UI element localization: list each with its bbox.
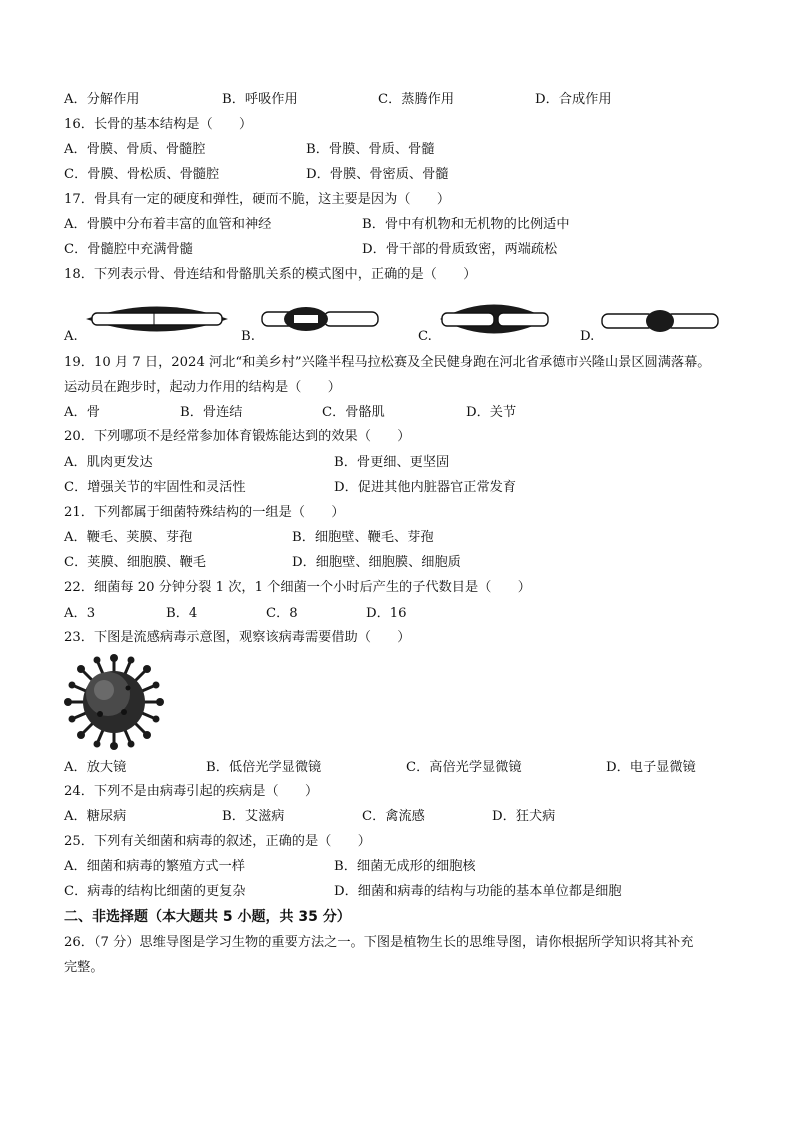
q24-option-c: C．禽流感 bbox=[362, 809, 425, 824]
q24-option-b: B．艾滋病 bbox=[222, 809, 285, 824]
q15-option-c: C．蒸腾作用 bbox=[378, 92, 455, 107]
q19-option-a: A．骨 bbox=[64, 405, 100, 420]
q22-option-b: B．4 bbox=[166, 606, 198, 621]
influenza-virus-figure bbox=[62, 652, 166, 752]
q23-option-a: A．放大镜 bbox=[64, 760, 127, 775]
q23-option-d: D．电子显微镜 bbox=[606, 760, 696, 775]
q22-option-d: D．16 bbox=[366, 606, 407, 621]
q20-option-c: C．增强关节的牢固性和灵活性 bbox=[64, 480, 246, 495]
q15-option-d: D．合成作用 bbox=[535, 92, 612, 107]
q18-figure-d bbox=[598, 302, 722, 340]
q25-option-b: B．细菌无成形的细胞核 bbox=[334, 859, 476, 874]
q17-option-a: A．骨膜中分布着丰富的血管和神经 bbox=[64, 217, 272, 232]
q26-stem-line2: 完整。 bbox=[64, 960, 104, 975]
q17-option-c: C．骨髓腔中充满骨髓 bbox=[64, 242, 193, 257]
q16-option-c: C．骨膜、骨松质、骨髓腔 bbox=[64, 167, 220, 182]
q18-label-c: C. bbox=[418, 329, 432, 344]
q16-stem: 16．长骨的基本结构是（ ） bbox=[64, 117, 253, 132]
q17-option-b: B．骨中有机物和无机物的比例适中 bbox=[362, 217, 570, 232]
q21-option-b: B．细胞壁、鞭毛、芽孢 bbox=[292, 530, 434, 545]
q19-option-c: C．骨骼肌 bbox=[322, 405, 385, 420]
q22-stem: 22．细菌每 20 分钟分裂 1 次，1 个细菌一个小时后产生的子代数目是（ ） bbox=[64, 580, 531, 595]
q18-label-b: B. bbox=[241, 329, 255, 344]
q21-option-d: D．细胞壁、细胞膜、细胞质 bbox=[292, 555, 461, 570]
q20-stem: 20．下列哪项不是经常参加体育锻炼能达到的效果（ ） bbox=[64, 429, 411, 444]
q24-stem: 24．下列不是由病毒引起的疾病是（ ） bbox=[64, 784, 319, 799]
q24-option-d: D．狂犬病 bbox=[492, 809, 556, 824]
q17-option-d: D．骨干部的骨质致密，两端疏松 bbox=[362, 242, 558, 257]
q21-stem: 21．下列都属于细菌特殊结构的一组是（ ） bbox=[64, 505, 345, 520]
q25-stem: 25．下列有关细菌和病毒的叙述，正确的是（ ） bbox=[64, 834, 371, 849]
q20-option-a: A．肌肉更发达 bbox=[64, 455, 153, 470]
q22-option-a: A．3 bbox=[64, 606, 96, 621]
q18-label-d: D. bbox=[580, 329, 595, 344]
section-2-heading: 二、非选择题（本大题共 5 小题，共 35 分） bbox=[64, 909, 351, 925]
q21-option-c: C．荚膜、细胞膜、鞭毛 bbox=[64, 555, 206, 570]
q18-stem: 18．下列表示骨、骨连结和骨骼肌关系的模式图中，正确的是（ ） bbox=[64, 267, 477, 282]
q15-option-b: B．呼吸作用 bbox=[222, 92, 298, 107]
q18-figure-a bbox=[82, 296, 232, 342]
q22-option-c: C．8 bbox=[266, 606, 298, 621]
q19-stem-line2: 运动员在跑步时，起动力作用的结构是（ ） bbox=[64, 380, 341, 395]
q25-option-a: A．细菌和病毒的繁殖方式一样 bbox=[64, 859, 245, 874]
q18-label-a: A. bbox=[64, 329, 78, 344]
q20-option-b: B．骨更细、更坚固 bbox=[334, 455, 450, 470]
q23-stem: 23．下图是流感病毒示意图，观察该病毒需要借助（ ） bbox=[64, 630, 411, 645]
q19-option-d: D．关节 bbox=[466, 405, 517, 420]
q25-option-c: C．病毒的结构比细菌的更复杂 bbox=[64, 884, 246, 899]
q21-option-a: A．鞭毛、荚膜、芽孢 bbox=[64, 530, 193, 545]
q26-stem-line1: 26．（7 分）思维导图是学习生物的重要方法之一。下图是植物生长的思维导图，请你根据所学知识将其补充 bbox=[64, 935, 694, 950]
q19-option-b: B．骨连结 bbox=[180, 405, 243, 420]
q23-option-c: C．高倍光学显微镜 bbox=[406, 760, 522, 775]
q17-stem: 17．骨具有一定的硬度和弹性，硬而不脆，这主要是因为（ ） bbox=[64, 192, 451, 207]
q16-option-b: B．骨膜、骨质、骨髓 bbox=[306, 142, 435, 157]
q16-option-a: A．骨膜、骨质、骨髓腔 bbox=[64, 142, 206, 157]
q24-option-a: A．糖尿病 bbox=[64, 809, 127, 824]
q25-option-d: D．细菌和病毒的结构与功能的基本单位都是细胞 bbox=[334, 884, 622, 899]
q18-figure-b bbox=[258, 296, 382, 342]
q20-option-d: D．促进其他内脏器官正常发育 bbox=[334, 480, 517, 495]
q16-option-d: D．骨膜、骨密质、骨髓 bbox=[306, 167, 449, 182]
q15-option-a: A．分解作用 bbox=[64, 92, 140, 107]
q19-stem-line1: 19．10 月 7 日，2024 河北“和美乡村”兴隆半程马拉松赛及全民健身跑在河北省承德市兴隆山景区圆满落幕。 bbox=[64, 355, 711, 370]
q18-figure-c bbox=[434, 294, 554, 344]
q23-option-b: B．低倍光学显微镜 bbox=[206, 760, 322, 775]
